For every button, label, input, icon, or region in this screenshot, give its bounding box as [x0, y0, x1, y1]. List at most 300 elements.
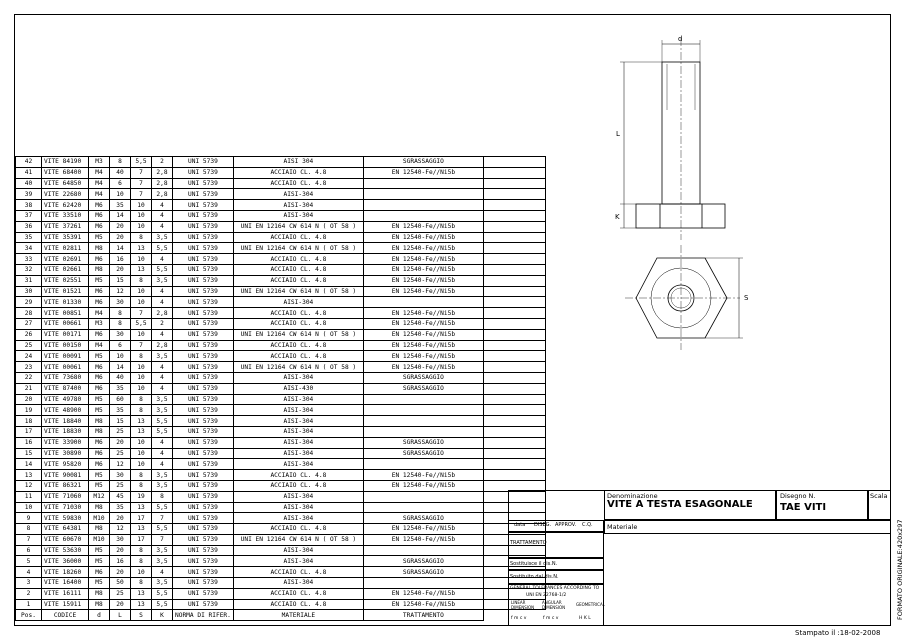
table-cell-empty	[483, 470, 545, 481]
table-cell: EN 12540-Fe//Ni5b	[363, 524, 483, 535]
table-cell: VITE 53630	[42, 545, 89, 556]
table-cell: 8	[131, 470, 152, 481]
table-cell: EN 12540-Fe//Ni5b	[363, 470, 483, 481]
table-row	[16, 372, 546, 383]
table-cell: M4	[89, 340, 110, 351]
table-cell: AISI-304	[233, 448, 363, 459]
table-cell: 2	[16, 588, 42, 599]
table-cell: VITE 01521	[42, 286, 89, 297]
table-cell: UNI 5739	[173, 254, 234, 265]
cq-label: C.Q.	[582, 522, 593, 528]
approv-label: APPROV.	[555, 522, 577, 528]
table-cell: 19	[131, 491, 152, 502]
table-cell: EN 12540-Fe//Ni5b	[363, 534, 483, 545]
table-row	[16, 254, 546, 265]
table-cell: 30	[16, 286, 42, 297]
table-cell: M8	[89, 426, 110, 437]
table-cell: ACCIAIO CL. 4.8	[233, 524, 363, 535]
table-cell: 10	[110, 351, 131, 362]
table-cell: 15	[110, 416, 131, 427]
table-cell: 10	[131, 286, 152, 297]
table-cell-empty	[483, 318, 545, 329]
table-cell: 7	[131, 340, 152, 351]
table-cell: 4	[152, 210, 173, 221]
table-cell: 10	[131, 567, 152, 578]
table-cell: 22	[16, 372, 42, 383]
table-cell: ACCIAIO CL. 4.8	[233, 275, 363, 286]
sostituito-label: Sostituito dal dis.N.	[510, 574, 559, 580]
table-cell: SGRASSAGGIO	[363, 448, 483, 459]
table-cell: 25	[110, 588, 131, 599]
table-cell: 6	[110, 340, 131, 351]
table-cell: UNI 5739	[173, 502, 234, 513]
table-cell: SGRASSAGGIO	[363, 567, 483, 578]
table-cell-empty	[483, 383, 545, 394]
table-cell: 3,5	[152, 470, 173, 481]
table-cell: VITE 00150	[42, 340, 89, 351]
table-cell: 27	[16, 318, 42, 329]
table-cell: 18	[16, 416, 42, 427]
table-cell: 10	[131, 437, 152, 448]
table-row	[16, 351, 546, 362]
table-cell-empty	[483, 200, 545, 211]
table-cell: UNI 5739	[173, 545, 234, 556]
table-cell: 11	[16, 491, 42, 502]
table-cell: M5	[89, 470, 110, 481]
table-cell: VITE 00171	[42, 329, 89, 340]
table-cell: UNI 5739	[173, 286, 234, 297]
table-cell: M8	[89, 524, 110, 535]
table-cell: 8	[131, 351, 152, 362]
table-row	[16, 513, 546, 524]
table-cell-empty	[483, 178, 545, 189]
table-cell: UNI 5739	[173, 383, 234, 394]
table-cell: UNI 5739	[173, 513, 234, 524]
table-cell-empty	[483, 254, 545, 265]
table-cell: 5,5	[152, 524, 173, 535]
table-cell: 14	[110, 362, 131, 373]
table-cell	[363, 416, 483, 427]
table-cell: 10	[131, 329, 152, 340]
table-cell: 13	[131, 426, 152, 437]
table-cell: 12	[110, 459, 131, 470]
table-cell: 10	[131, 362, 152, 373]
table-cell: VITE 00851	[42, 308, 89, 319]
table-cell	[363, 459, 483, 470]
table-row	[16, 534, 546, 545]
table-cell: VITE 60670	[42, 534, 89, 545]
table-row	[16, 308, 546, 319]
table-cell: UNI 5739	[173, 340, 234, 351]
table-cell: M5	[89, 394, 110, 405]
data-label: data	[514, 522, 526, 528]
table-cell: 4	[152, 459, 173, 470]
table-cell: 4	[152, 383, 173, 394]
table-cell: 4	[152, 221, 173, 232]
table-cell: UNI 5739	[173, 157, 234, 168]
table-row	[16, 157, 546, 168]
table-cell: 35	[110, 200, 131, 211]
table-cell: AISI-304	[233, 405, 363, 416]
table-cell: 17	[16, 426, 42, 437]
table-cell: VITE 16400	[42, 578, 89, 589]
table-cell: ACCIAIO CL. 4.8	[233, 588, 363, 599]
table-cell: 3,5	[152, 556, 173, 567]
table-row	[16, 210, 546, 221]
table-cell: UNI 5739	[173, 243, 234, 254]
table-cell: 35	[16, 232, 42, 243]
table-cell: 3,5	[152, 232, 173, 243]
table-cell: AISI-304	[233, 491, 363, 502]
table-cell: 10	[131, 200, 152, 211]
table-row	[16, 232, 546, 243]
disegno-label: Disegno N.	[780, 492, 816, 500]
table-cell: M6	[89, 437, 110, 448]
table-cell: VITE 71060	[42, 491, 89, 502]
table-cell: 34	[16, 243, 42, 254]
table-cell: M4	[89, 167, 110, 178]
table-cell: VITE 71030	[42, 502, 89, 513]
table-cell: UNI 5739	[173, 599, 234, 610]
table-cell: UNI 5739	[173, 178, 234, 189]
table-row	[16, 491, 546, 502]
table-cell: 20	[110, 545, 131, 556]
table-cell-empty	[483, 157, 545, 168]
table-cell: VITE 35391	[42, 232, 89, 243]
table-cell: 8	[110, 308, 131, 319]
table-cell: AISI-304	[233, 578, 363, 589]
table-cell: 5,5	[152, 416, 173, 427]
tol-grades-angular: f m c v	[543, 616, 559, 621]
table-row	[16, 275, 546, 286]
table-cell: 13	[131, 502, 152, 513]
table-cell: M6	[89, 459, 110, 470]
table-cell-empty	[483, 189, 545, 200]
table-row	[16, 329, 546, 340]
table-cell: M6	[89, 221, 110, 232]
table-cell: AISI-304	[233, 189, 363, 200]
table-cell: VITE 33510	[42, 210, 89, 221]
table-cell-empty	[483, 221, 545, 232]
table-cell: EN 12540-Fe//Ni5b	[363, 318, 483, 329]
table-cell-empty	[483, 340, 545, 351]
table-cell: 8	[16, 524, 42, 535]
table-cell: AISI-304	[233, 297, 363, 308]
table-cell-empty	[483, 232, 545, 243]
table-cell: 20	[110, 437, 131, 448]
table-cell: M8	[89, 588, 110, 599]
table-row	[16, 394, 546, 405]
table-cell-empty	[483, 448, 545, 459]
table-cell-empty	[483, 351, 545, 362]
table-cell-empty	[483, 405, 545, 416]
table-cell	[363, 578, 483, 589]
table-cell: M8	[89, 416, 110, 427]
table-cell: VITE 48900	[42, 405, 89, 416]
table-cell: M3	[89, 318, 110, 329]
table-cell: ACCIAIO CL. 4.8	[233, 308, 363, 319]
table-cell: 25	[16, 340, 42, 351]
table-cell: 5,5	[152, 264, 173, 275]
table-cell: 7	[131, 167, 152, 178]
table-cell: UNI 5739	[173, 167, 234, 178]
table-cell: SGRASSAGGIO	[363, 437, 483, 448]
table-cell-empty	[483, 459, 545, 470]
table-cell: ACCIAIO CL. 4.8	[233, 232, 363, 243]
table-cell: 17	[131, 534, 152, 545]
table-cell: 15	[16, 448, 42, 459]
table-cell: AISI-304	[233, 513, 363, 524]
table-row	[16, 264, 546, 275]
table-cell: 7	[131, 308, 152, 319]
table-cell: 8	[131, 556, 152, 567]
table-cell: VITE 02551	[42, 275, 89, 286]
table-cell: 10	[110, 189, 131, 200]
table-cell: 5,5	[152, 243, 173, 254]
table-cell: 8	[131, 480, 152, 491]
table-cell: UNI 5739	[173, 588, 234, 599]
table-row	[16, 480, 546, 491]
table-header-cell: K	[152, 610, 173, 621]
print-date: Stampato il :18-02-2008	[795, 629, 881, 637]
title-block	[508, 490, 891, 626]
table-cell: EN 12540-Fe//Ni5b	[363, 588, 483, 599]
table-cell: VITE 30890	[42, 448, 89, 459]
table-cell: VITE 15911	[42, 599, 89, 610]
table-cell: EN 12540-Fe//Ni5b	[363, 275, 483, 286]
table-cell: EN 12540-Fe//Ni5b	[363, 351, 483, 362]
table-cell: M6	[89, 286, 110, 297]
table-cell: M6	[89, 567, 110, 578]
table-row	[16, 502, 546, 513]
table-cell: VITE 49780	[42, 394, 89, 405]
table-row	[16, 189, 546, 200]
table-cell: M6	[89, 362, 110, 373]
table-cell: 42	[16, 157, 42, 168]
table-cell: ACCIAIO CL. 4.8	[233, 480, 363, 491]
table-cell: VITE 02691	[42, 254, 89, 265]
sostituisce-label: Sostituisce il dis.N.	[510, 561, 558, 567]
dim-l-label: L	[616, 130, 620, 138]
table-cell: 20	[110, 264, 131, 275]
table-cell: VITE 64850	[42, 178, 89, 189]
table-cell: ACCIAIO CL. 4.8	[233, 340, 363, 351]
table-cell: 36	[16, 221, 42, 232]
table-cell: EN 12540-Fe//Ni5b	[363, 362, 483, 373]
table-cell: 40	[110, 167, 131, 178]
table-cell: 6	[110, 178, 131, 189]
table-cell: M6	[89, 329, 110, 340]
table-cell: 25	[110, 448, 131, 459]
table-cell: 5,5	[152, 426, 173, 437]
table-cell: 4	[152, 200, 173, 211]
table-cell: 4	[152, 372, 173, 383]
table-cell: UNI 5739	[173, 297, 234, 308]
table-cell: UNI 5739	[173, 210, 234, 221]
table-cell: 28	[16, 308, 42, 319]
table-cell: UNI EN 12164 CW 614 N ( OT 58 )	[233, 286, 363, 297]
table-cell: 13	[16, 470, 42, 481]
bom-body	[16, 157, 546, 621]
table-cell: 8	[131, 578, 152, 589]
table-cell: 3,5	[152, 275, 173, 286]
table-cell: UNI 5739	[173, 437, 234, 448]
table-cell: M6	[89, 383, 110, 394]
table-cell: 5,5	[131, 318, 152, 329]
table-cell: EN 12540-Fe//Ni5b	[363, 308, 483, 319]
table-cell: 16	[110, 254, 131, 265]
table-cell: ACCIAIO CL. 4.8	[233, 178, 363, 189]
table-cell: 10	[16, 502, 42, 513]
table-cell: UNI 5739	[173, 534, 234, 545]
table-cell: 21	[16, 383, 42, 394]
table-row	[16, 470, 546, 481]
table-cell: UNI EN 12164 CW 614 N ( OT 58 )	[233, 362, 363, 373]
table-cell: 10	[131, 372, 152, 383]
table-cell: 4	[152, 329, 173, 340]
table-cell: 7	[152, 513, 173, 524]
table-cell: EN 12540-Fe//Ni5b	[363, 243, 483, 254]
table-cell: 37	[16, 210, 42, 221]
table-cell: AISI 304	[233, 157, 363, 168]
table-cell: VITE 16111	[42, 588, 89, 599]
table-row	[16, 545, 546, 556]
table-cell: UNI EN 12164 CW 614 N ( OT 58 )	[233, 243, 363, 254]
table-cell: AISI-304	[233, 556, 363, 567]
table-cell: 13	[131, 416, 152, 427]
table-row	[16, 556, 546, 567]
table-row	[16, 588, 546, 599]
table-cell: VITE 02811	[42, 243, 89, 254]
angular-label: ANGULAR DIMENSION	[542, 600, 566, 610]
table-cell: UNI 5739	[173, 416, 234, 427]
table-cell: 10	[131, 448, 152, 459]
table-cell	[363, 394, 483, 405]
table-cell: EN 12540-Fe//Ni5b	[363, 599, 483, 610]
table-cell: 20	[110, 513, 131, 524]
table-cell: 5,5	[152, 588, 173, 599]
trattamento-label: TRATTAMENTO	[510, 540, 547, 546]
table-cell: 3,5	[152, 405, 173, 416]
table-cell: 4	[152, 567, 173, 578]
table-cell: VITE 18830	[42, 426, 89, 437]
table-header-cell: Pos.	[16, 610, 42, 621]
table-cell-empty	[483, 362, 545, 373]
table-cell: VITE 00661	[42, 318, 89, 329]
table-cell: VITE 95820	[42, 459, 89, 470]
table-cell	[363, 297, 483, 308]
table-cell: M10	[89, 534, 110, 545]
table-cell: SGRASSAGGIO	[363, 157, 483, 168]
table-cell: 3,5	[152, 545, 173, 556]
table-cell: 6	[16, 545, 42, 556]
table-cell: VITE 59830	[42, 513, 89, 524]
table-cell: 38	[16, 200, 42, 211]
table-cell: UNI 5739	[173, 189, 234, 200]
table-cell: UNI 5739	[173, 567, 234, 578]
table-header-cell: S	[131, 610, 152, 621]
materiale-label: Materiale	[607, 523, 638, 531]
table-cell: ACCIAIO CL. 4.8	[233, 167, 363, 178]
denominazione-value: VITE A TESTA ESAGONALE	[607, 499, 753, 510]
table-row	[16, 167, 546, 178]
table-cell: ACCIAIO CL. 4.8	[233, 264, 363, 275]
table-cell: 2	[152, 318, 173, 329]
table-cell-empty	[483, 394, 545, 405]
table-cell-empty	[483, 275, 545, 286]
table-cell: AISI-304	[233, 437, 363, 448]
table-cell: VITE 22680	[42, 189, 89, 200]
table-cell: VITE 02661	[42, 264, 89, 275]
table-cell: UNI 5739	[173, 578, 234, 589]
table-cell: ACCIAIO CL. 4.8	[233, 254, 363, 265]
table-row	[16, 243, 546, 254]
table-cell: 5,5	[131, 157, 152, 168]
table-cell	[363, 189, 483, 200]
table-cell: 41	[16, 167, 42, 178]
table-cell: UNI 5739	[173, 480, 234, 491]
table-cell: AISI-304	[233, 545, 363, 556]
table-cell: 7	[131, 189, 152, 200]
table-cell-empty	[483, 210, 545, 221]
table-row	[16, 599, 546, 610]
table-header-cell: NORMA DI RIFER.	[173, 610, 234, 621]
table-cell: M4	[89, 178, 110, 189]
table-row	[16, 426, 546, 437]
table-cell: 4	[152, 448, 173, 459]
table-cell: M5	[89, 545, 110, 556]
table-row	[16, 459, 546, 470]
table-cell: 13	[131, 599, 152, 610]
table-cell: VITE 84190	[42, 157, 89, 168]
table-cell: AISI-304	[233, 394, 363, 405]
table-cell: ACCIAIO CL. 4.8	[233, 599, 363, 610]
table-cell: 4	[152, 362, 173, 373]
table-header-row	[16, 610, 546, 621]
table-row	[16, 297, 546, 308]
table-cell: VITE 68400	[42, 167, 89, 178]
tolerances-label: GENERAL TOLERANCES ACCORDING TO	[510, 586, 600, 591]
tb-materiale-box	[604, 520, 891, 534]
table-cell: VITE 62420	[42, 200, 89, 211]
table-cell: 30	[110, 470, 131, 481]
table-cell: 13	[131, 588, 152, 599]
table-cell: 12	[16, 480, 42, 491]
table-cell: UNI 5739	[173, 470, 234, 481]
table-row	[16, 405, 546, 416]
table-cell: 2,8	[152, 308, 173, 319]
table-cell: M5	[89, 578, 110, 589]
table-cell: 31	[16, 275, 42, 286]
table-cell: UNI 5739	[173, 405, 234, 416]
table-cell: UNI 5739	[173, 372, 234, 383]
table-cell-empty	[483, 308, 545, 319]
table-cell: 2	[152, 157, 173, 168]
dim-k-label: K	[615, 213, 620, 221]
table-cell	[363, 545, 483, 556]
table-cell: 12	[110, 524, 131, 535]
table-cell: 4	[16, 567, 42, 578]
table-cell: VITE 73680	[42, 372, 89, 383]
table-cell: VITE 36000	[42, 556, 89, 567]
table-cell: M6	[89, 297, 110, 308]
table-cell: 13	[131, 243, 152, 254]
table-cell: UNI 5739	[173, 221, 234, 232]
table-cell: SGRASSAGGIO	[363, 513, 483, 524]
table-cell: UNI 5739	[173, 264, 234, 275]
table-cell: UNI 5739	[173, 524, 234, 535]
table-cell: AISI-304	[233, 459, 363, 470]
